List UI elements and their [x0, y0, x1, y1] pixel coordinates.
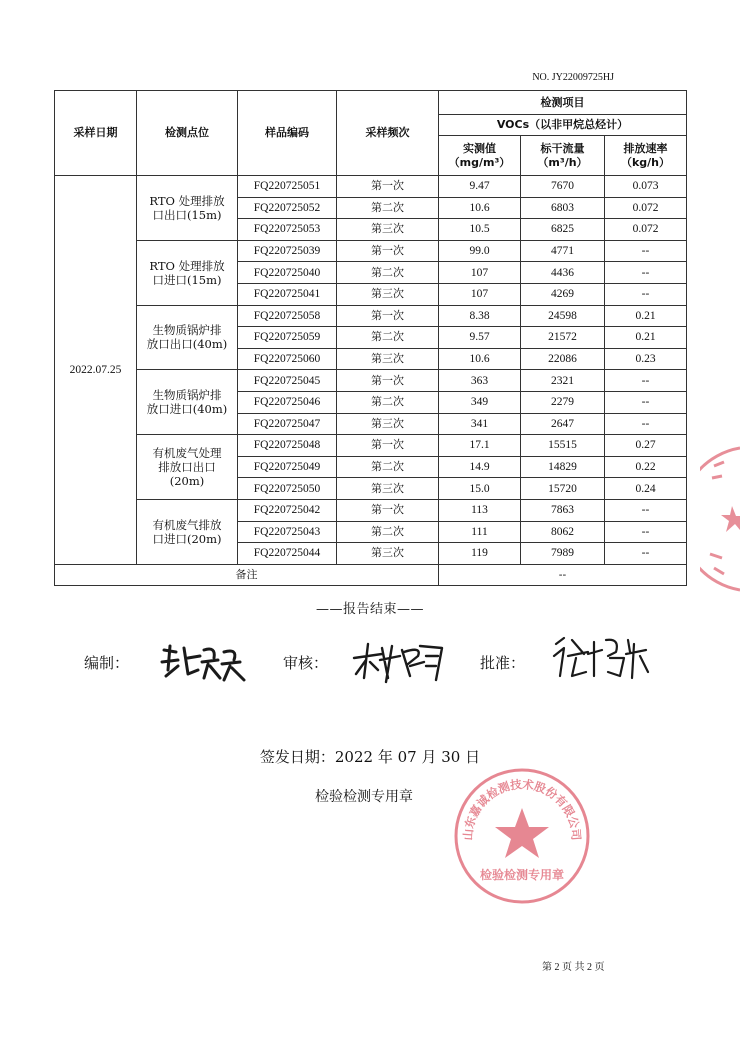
frequency-cell: 第二次	[337, 327, 439, 349]
frequency-cell: 第三次	[337, 283, 439, 305]
measured-value-cell: 107	[439, 262, 521, 284]
remark-value: --	[439, 564, 687, 586]
frequency-cell: 第二次	[337, 521, 439, 543]
rate-value-cell: --	[605, 413, 687, 435]
measured-value-cell: 9.47	[439, 176, 521, 198]
rate-value-cell: --	[605, 521, 687, 543]
measured-value-cell: 107	[439, 283, 521, 305]
rate-value-cell: 0.21	[605, 305, 687, 327]
sample-id-cell: FQ220725059	[238, 327, 337, 349]
flow-value-cell: 7989	[521, 543, 605, 565]
header-flow-unit: （m³/h）	[537, 155, 588, 169]
frequency-cell: 第一次	[337, 240, 439, 262]
sample-id-cell: FQ220725042	[238, 499, 337, 521]
reviewed-label: 审核：	[283, 654, 329, 672]
results-table	[54, 90, 687, 586]
flow-value-cell: 8062	[521, 521, 605, 543]
rate-value-cell: --	[605, 283, 687, 305]
measured-value-cell: 9.57	[439, 327, 521, 349]
rate-value-cell: 0.072	[605, 219, 687, 241]
flow-value-cell: 7670	[521, 176, 605, 198]
seal-bottom-text: 检验检测专用章	[479, 868, 565, 882]
test-point-line: 生物质锅炉排	[152, 323, 222, 338]
frequency-cell: 第二次	[337, 456, 439, 478]
compiled-label: 编制：	[84, 654, 130, 672]
remark-label: 备注	[55, 564, 439, 586]
rate-value-cell: 0.24	[605, 478, 687, 500]
approved-label: 批准：	[480, 654, 526, 672]
table-row	[55, 435, 687, 457]
measured-value-cell: 113	[439, 499, 521, 521]
measured-value-cell: 15.0	[439, 478, 521, 500]
sample-id-cell: FQ220725044	[238, 543, 337, 565]
sample-id-cell: FQ220725053	[238, 219, 337, 241]
page-number: 第 2 页 共 2 页	[542, 962, 605, 973]
header-test-item: 检测项目	[439, 91, 687, 115]
flow-value-cell: 24598	[521, 305, 605, 327]
header-rate-label: 排放速率	[623, 141, 668, 155]
rate-value-cell: 0.23	[605, 348, 687, 370]
test-point-cell	[137, 176, 238, 241]
test-point-line: 放口出口(40m)	[146, 337, 228, 352]
sample-id-cell: FQ220725045	[238, 370, 337, 392]
sample-id-cell: FQ220725047	[238, 413, 337, 435]
rate-value-cell: --	[605, 543, 687, 565]
rate-value-cell: --	[605, 240, 687, 262]
measured-value-cell: 10.6	[439, 197, 521, 219]
measured-value-cell: 10.6	[439, 348, 521, 370]
sample-id-cell: FQ220725050	[238, 478, 337, 500]
sample-id-cell: FQ220725052	[238, 197, 337, 219]
seal-caption: 检验检测专用章	[315, 789, 413, 805]
frequency-cell: 第一次	[337, 305, 439, 327]
rate-value-cell: 0.073	[605, 176, 687, 198]
table-row	[55, 370, 687, 392]
frequency-cell: 第三次	[337, 543, 439, 565]
sample-id-cell: FQ220725049	[238, 456, 337, 478]
measured-value-cell: 341	[439, 413, 521, 435]
test-point-line: 排放口出口	[158, 460, 216, 475]
test-point-line: (20m)	[169, 474, 205, 489]
results-body	[55, 176, 687, 586]
table-row	[55, 176, 687, 198]
test-point-line: 有机废气排放	[152, 517, 222, 532]
table-row	[55, 305, 687, 327]
header-rate-unit: （kg/h）	[620, 155, 671, 169]
header-sample-id: 样品编码	[238, 91, 337, 176]
header-sampling-date: 采样日期	[55, 91, 137, 176]
flow-value-cell: 4436	[521, 262, 605, 284]
seal-star-icon	[495, 808, 549, 858]
sample-id-cell: FQ220725060	[238, 348, 337, 370]
compiled-signature	[158, 640, 250, 684]
partial-seal-stamp	[700, 444, 740, 594]
sample-id-cell: FQ220725040	[238, 262, 337, 284]
measured-value-cell: 99.0	[439, 240, 521, 262]
flow-value-cell: 4771	[521, 240, 605, 262]
header-measured-unit: （mg/m³）	[448, 155, 511, 169]
flow-value-cell: 2279	[521, 391, 605, 413]
flow-value-cell: 2647	[521, 413, 605, 435]
report-end: ——报告结束——	[315, 602, 424, 617]
flow-value-cell: 14829	[521, 456, 605, 478]
reviewed-signature	[352, 638, 446, 686]
frequency-cell: 第二次	[337, 262, 439, 284]
sample-id-cell: FQ220725041	[238, 283, 337, 305]
frequency-cell: 第二次	[337, 391, 439, 413]
test-point-line: 口进口(20m)	[152, 531, 222, 546]
measured-value-cell: 14.9	[439, 456, 521, 478]
measured-value-cell: 119	[439, 543, 521, 565]
measured-value-cell: 8.38	[439, 305, 521, 327]
measured-value-cell: 111	[439, 521, 521, 543]
table-row	[55, 240, 687, 262]
header-rate	[605, 136, 687, 176]
test-point-cell	[137, 305, 238, 370]
frequency-cell: 第一次	[337, 435, 439, 457]
header-flow	[521, 136, 605, 176]
flow-value-cell: 6825	[521, 219, 605, 241]
test-point-line: 放口进口(40m)	[146, 402, 228, 417]
flow-value-cell: 22086	[521, 348, 605, 370]
test-point-line: 口进口(15m)	[152, 272, 222, 287]
test-point-line: RTO 处理排放	[149, 193, 225, 208]
frequency-cell: 第三次	[337, 478, 439, 500]
measured-value-cell: 363	[439, 370, 521, 392]
partial-seal-star-icon	[721, 506, 740, 532]
test-point-cell	[137, 240, 238, 305]
test-point-line: 有机废气处理	[152, 446, 222, 461]
flow-value-cell: 4269	[521, 283, 605, 305]
frequency-cell: 第二次	[337, 197, 439, 219]
sample-id-cell: FQ220725043	[238, 521, 337, 543]
test-point-cell	[137, 370, 238, 435]
header-flow-label: 标干流量	[540, 141, 585, 155]
frequency-cell: 第一次	[337, 176, 439, 198]
sample-id-cell: FQ220725051	[238, 176, 337, 198]
header-measured-label: 实测值	[463, 141, 496, 155]
sampling-date-cell: 2022.07.25	[55, 176, 137, 565]
frequency-cell: 第三次	[337, 413, 439, 435]
seal-ring-text: 山东嘉诚检测技术股份有限公司	[460, 777, 584, 841]
rate-value-cell: --	[605, 262, 687, 284]
measured-value-cell: 10.5	[439, 219, 521, 241]
header-measured	[439, 136, 521, 176]
header-test-point: 检测点位	[137, 91, 238, 176]
frequency-cell: 第三次	[337, 348, 439, 370]
frequency-cell: 第三次	[337, 219, 439, 241]
remark-row	[55, 564, 687, 586]
sample-id-cell: FQ220725048	[238, 435, 337, 457]
table-row	[55, 499, 687, 521]
test-point-cell	[137, 499, 238, 564]
frequency-cell: 第一次	[337, 499, 439, 521]
header-frequency: 采样频次	[337, 91, 439, 176]
document-number: NO. JY22009725HJ	[532, 72, 614, 83]
header-vocs: VOCs（以非甲烷总烃计）	[439, 115, 687, 136]
rate-value-cell: --	[605, 391, 687, 413]
measured-value-cell: 349	[439, 391, 521, 413]
flow-value-cell: 15515	[521, 435, 605, 457]
flow-value-cell: 2321	[521, 370, 605, 392]
company-seal-stamp	[452, 766, 592, 906]
signature-row	[0, 640, 740, 690]
rate-value-cell: 0.22	[605, 456, 687, 478]
sample-id-cell: FQ220725046	[238, 391, 337, 413]
rate-value-cell: 0.27	[605, 435, 687, 457]
flow-value-cell: 15720	[521, 478, 605, 500]
flow-value-cell: 6803	[521, 197, 605, 219]
frequency-cell: 第一次	[337, 370, 439, 392]
test-point-line: RTO 处理排放	[149, 258, 225, 273]
issue-date: 签发日期：2022 年 07 月 30 日	[259, 748, 481, 766]
flow-value-cell: 21572	[521, 327, 605, 349]
test-point-cell	[137, 435, 238, 500]
test-point-line: 生物质锅炉排	[152, 388, 222, 403]
sample-id-cell: FQ220725058	[238, 305, 337, 327]
test-point-line: 口出口(15m)	[152, 207, 222, 222]
rate-value-cell: 0.21	[605, 327, 687, 349]
rate-value-cell: --	[605, 370, 687, 392]
rate-value-cell: --	[605, 499, 687, 521]
measured-value-cell: 17.1	[439, 435, 521, 457]
sample-id-cell: FQ220725039	[238, 240, 337, 262]
approved-signature	[550, 632, 654, 686]
flow-value-cell: 7863	[521, 499, 605, 521]
rate-value-cell: 0.072	[605, 197, 687, 219]
